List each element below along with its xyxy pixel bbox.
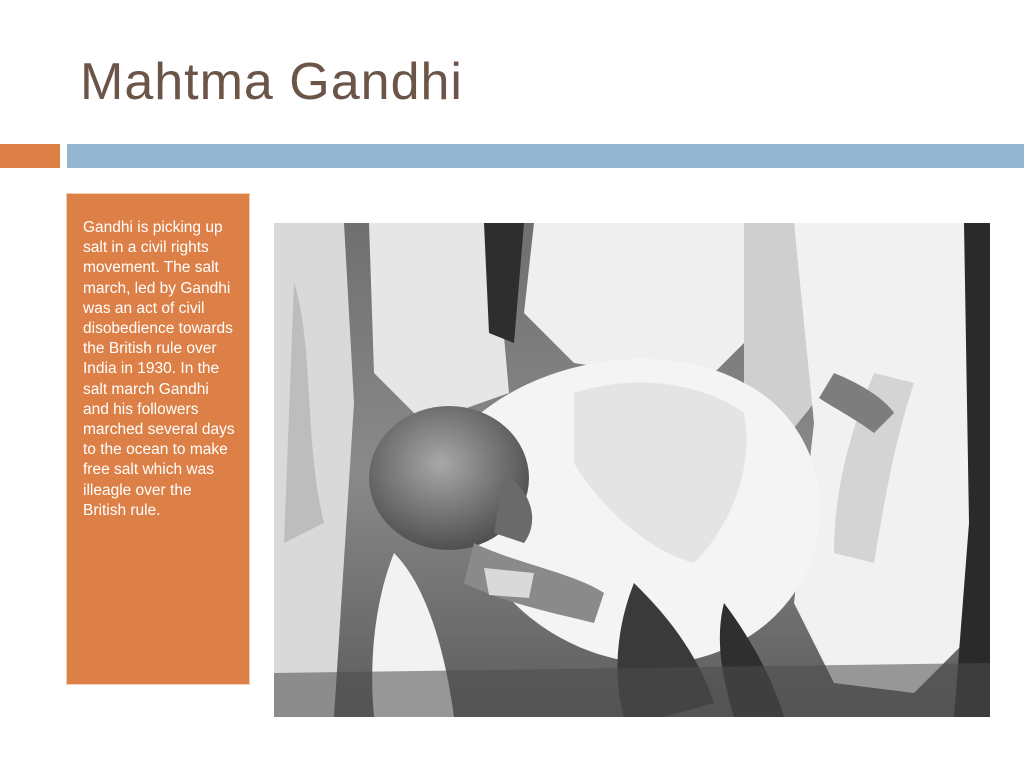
gandhi-salt-photo [274,223,990,717]
caption-box [66,193,250,685]
accent-bar-blue [67,144,1024,168]
accent-bar-orange [0,144,60,168]
slide-title: Mahtma Gandhi [80,53,463,111]
caption-text: Gandhi is picking up salt in a civil rights movement. The salt march, led by Gandhi was an act of civil disobedience towards the British rule over India in 1930. In the salt march Gandhi and his followers marched several days to the ocean to make free salt which was illeagle over the British rule. [83,219,235,519]
